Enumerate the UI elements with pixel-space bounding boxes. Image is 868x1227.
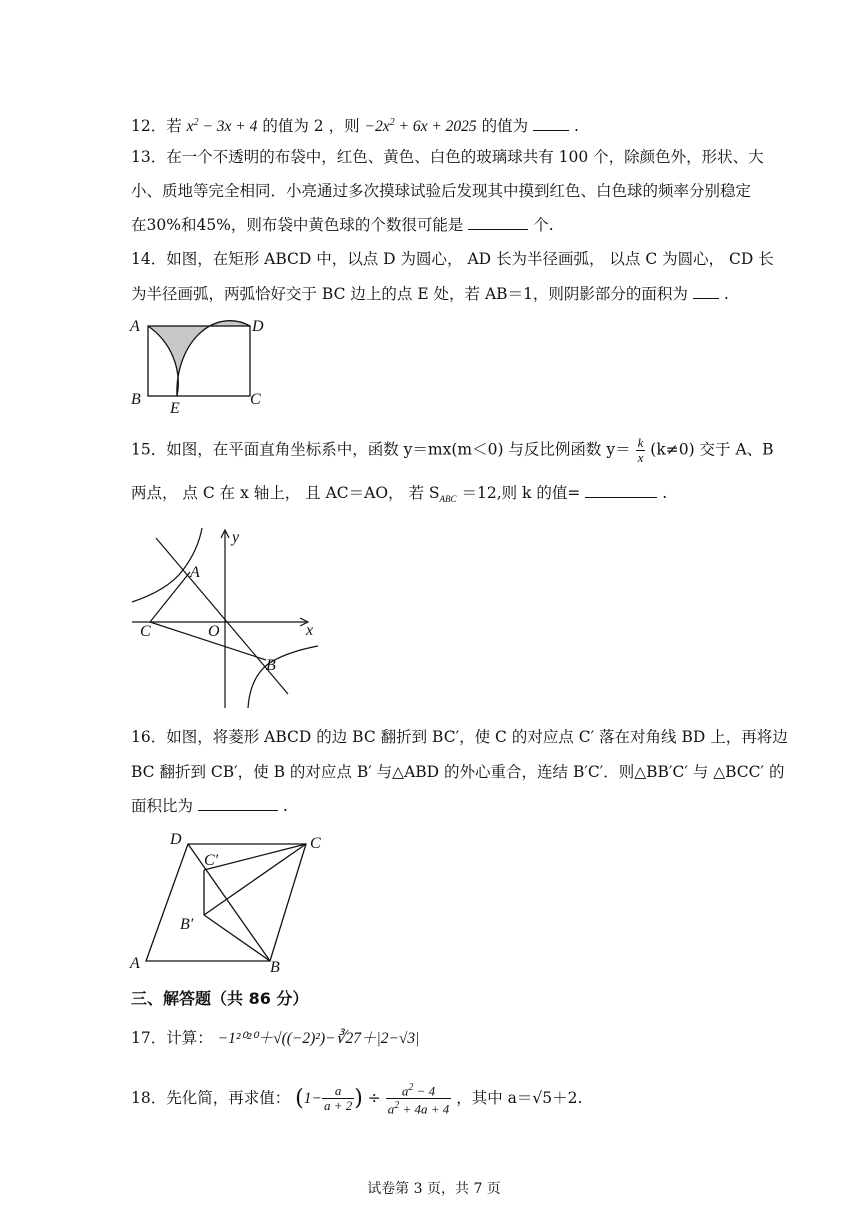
q13-line3 <box>131 214 554 236</box>
q18-one: 1− <box>303 1089 322 1107</box>
q16-line3 <box>131 795 288 817</box>
q13-line1: 13．在一个不透明的布袋中，红色、黄色、白色的玻璃球共有 100 个，除颜色外，形状、大 <box>131 148 764 166</box>
q13-line3b: 个. <box>533 216 554 234</box>
q12-cond-val: 2 <box>313 117 324 136</box>
q15-answer-blank[interactable] <box>585 483 657 498</box>
q18-frac1-num: a <box>322 1084 354 1099</box>
q13-answer-blank[interactable] <box>468 215 528 230</box>
q16-figure <box>128 828 338 976</box>
q17-expression: −1²⁰²⁰＋√((−2)²)−∛27＋|2−√3| <box>217 1030 420 1047</box>
q18-frac2-den: $a^2 + 4a + 4$ <box>387 1100 450 1117</box>
q18-div: ÷ <box>367 1088 381 1107</box>
q14-line1: 14．如图，在矩形 ABCD 中，以点 D 为圆心， AD 长为半径画弧， 以点 C 为圆心， CD 长 <box>131 250 774 268</box>
q15-segment-ca <box>150 572 190 622</box>
q15-hyperbola-lower <box>248 646 318 708</box>
q16-label-d: D <box>170 831 182 848</box>
q15-fraction <box>636 436 646 465</box>
q16-segment-bb <box>204 915 270 961</box>
q16-label-c: C <box>310 835 321 852</box>
q16-line3b: . <box>282 797 288 815</box>
q18-left-paren: ( <box>295 1085 304 1111</box>
q15-line2a: 两点， 点 C 在 x 轴上， 且 AC＝AO， 若 S <box>131 484 440 502</box>
q16-line3a: 面积比为 <box>131 797 194 815</box>
q12-number: 12．若 <box>131 117 182 136</box>
q18-prefix: 18．先化简，再求值： <box>131 1088 291 1107</box>
q18-right-paren: ) <box>354 1085 363 1111</box>
q16-label-a: A <box>130 955 140 972</box>
q12-answer-blank[interactable] <box>533 116 569 131</box>
q18-frac1-den: a + 2 <box>323 1098 353 1114</box>
q12-end: . <box>574 117 579 136</box>
q15-label-o: O <box>208 623 220 640</box>
q16-diagonal-bd <box>188 844 270 961</box>
q15-label-c: C <box>140 623 151 640</box>
q18-frac2 <box>386 1081 452 1117</box>
q15-label-a: A <box>190 564 200 581</box>
q15-figure <box>128 526 328 711</box>
q17-prefix: 17．计算： <box>131 1029 213 1047</box>
q14-line2a: 为半径画弧，两弧恰好交于 BC 边上的点 E 处，若 AB＝1，则阴影部分的面积为 <box>131 285 688 303</box>
q12-cond: 的值为 <box>262 117 309 136</box>
q16-label-c-prime: C′ <box>204 852 219 869</box>
q13-line2: 小、质地等完全相同．小亮通过多次摸球试验后发现其中摸到红色、白色球的频率分别稳定 <box>131 182 752 200</box>
q12-then: ，则 <box>328 117 360 136</box>
q15-label-y: y <box>232 529 240 546</box>
q15-frac-num: k <box>637 435 644 450</box>
q15-line1 <box>131 436 774 465</box>
q15-label-x: x <box>306 622 314 639</box>
q15-sub: ABC <box>439 494 457 505</box>
q12-ask: 的值为 <box>481 117 529 136</box>
q14-label-e: E <box>170 400 180 417</box>
q14-label-b: B <box>131 391 141 408</box>
q14-label-c: C <box>250 391 261 408</box>
q14-answer-blank[interactable] <box>693 284 719 299</box>
q14-line2 <box>131 283 729 305</box>
page-footer: 试卷第 3 页，共 7 页 <box>367 1181 501 1197</box>
q14-line2b: . <box>723 285 729 303</box>
q13-line3a: 在30%和45%，则布袋中黄色球的个数很可能是 <box>131 216 464 234</box>
q14-label-d: D <box>252 318 264 335</box>
q15-frac-den: x <box>637 450 644 465</box>
question-12 <box>131 112 579 138</box>
q15-line2c: . <box>662 484 668 502</box>
q15-line2b: ＝12,则 k 的值= <box>461 484 581 502</box>
q12-expr2: $-2x^2 + 6x + 2025$ <box>364 117 477 136</box>
q16-line2: BC 翻折到 CB′，使 B 的对应点 B′ 与△ABD 的外心重合，连结 B′C′．则△BB′C′ 与 △BCC′ 的 <box>131 763 785 781</box>
question-17 <box>131 1027 419 1050</box>
q15-line1a: 15．如图，在平面直角坐标系中，函数 y＝mx(m＜0) 与反比例函数 y＝ <box>131 440 631 459</box>
q15-label-b: B <box>266 657 276 674</box>
q16-segment-cb <box>204 844 306 915</box>
q18-frac2-num: $a^2 - 4$ <box>386 1081 452 1099</box>
q16-line1: 16．如图，将菱形 ABCD 的边 BC 翻折到 BC′，使 C 的对应点 C′ 落在对角线 BD 上，再将边 <box>131 728 788 746</box>
q12-expr1: $x^2 - 3x + 4$ <box>186 117 258 136</box>
q16-label-b-prime: B′ <box>180 916 194 933</box>
q18-suffix: ，其中 a＝√5＋2. <box>456 1088 583 1107</box>
q16-label-b: B <box>270 959 280 976</box>
q16-answer-blank[interactable] <box>198 796 278 811</box>
q16-segment-cc <box>204 844 306 870</box>
q18-frac1 <box>322 1084 354 1113</box>
q15-line2 <box>131 482 667 510</box>
section-3-heading: 三、解答题（共 86 分） <box>131 989 309 1008</box>
q14-label-a: A <box>130 318 140 335</box>
q14-figure <box>128 314 288 417</box>
question-18 <box>131 1081 582 1117</box>
q15-line1b: (k≠0) 交于 A、B <box>650 440 774 459</box>
q16-rhombus <box>146 844 306 961</box>
q14-shaded-region <box>148 321 250 396</box>
